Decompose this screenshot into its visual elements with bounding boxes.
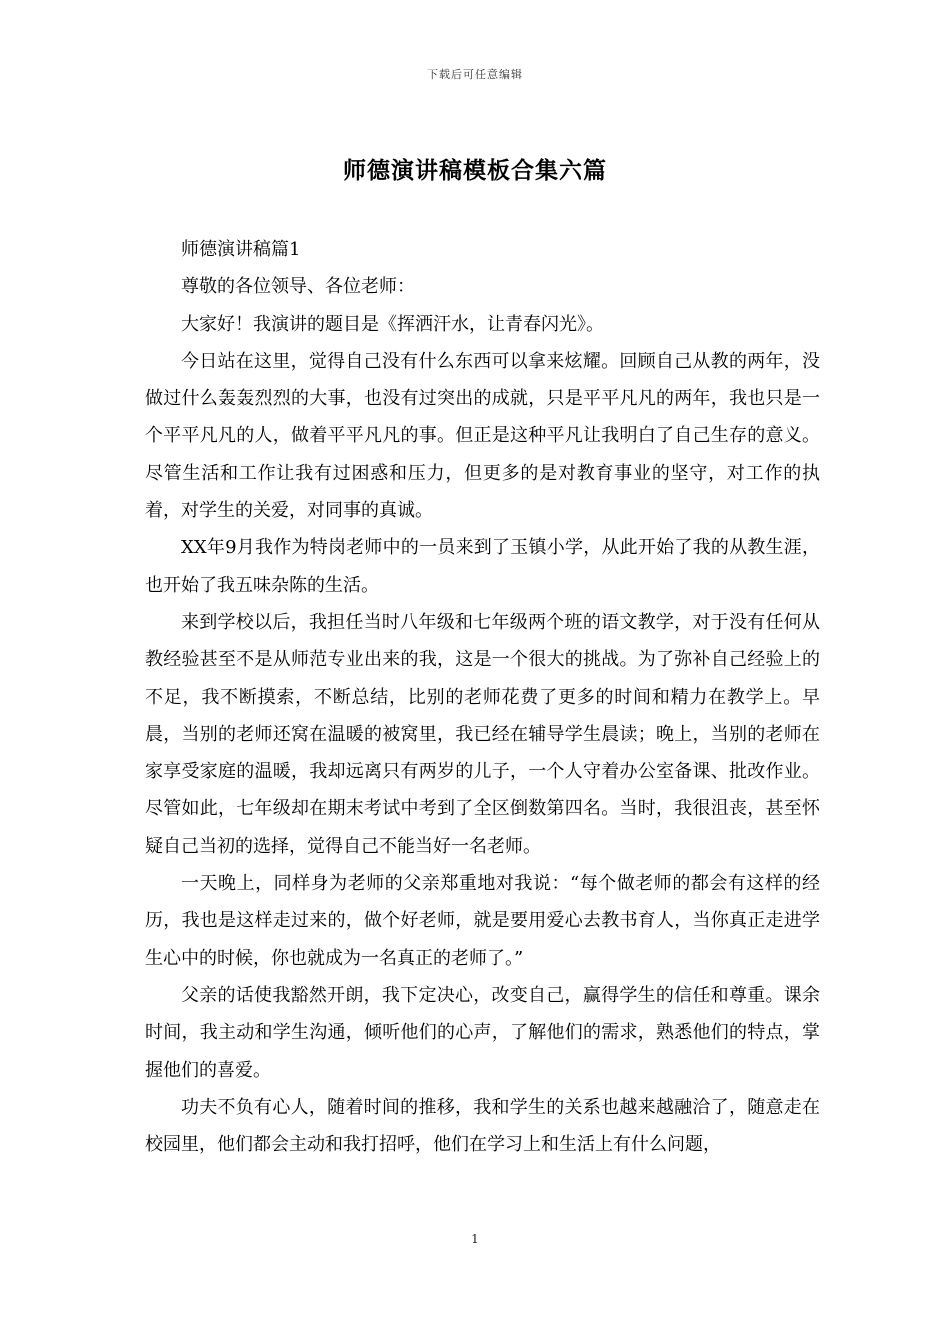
body-paragraph: 今日站在这里，觉得自己没有什么东西可以拿来炫耀。回顾自己从教的两年，没做过什么轰轰烈烈的大事，也没有过突出的成就，只是平平凡凡的两年，我也只是一个平平凡凡的人，做着平平凡凡的事。但正是这种平凡让我明白了自己生存的意义。尽管生活和工作让我有过困惑和压力，但更多的是对教育事业的坚守，对工作的执着，对学生的关爱，对同事的真诚。 <box>145 350 820 522</box>
document-body <box>145 231 820 1163</box>
salutation: 尊敬的各位领导、各位老师： <box>181 276 415 298</box>
page-header: 下载后可任意编辑 <box>427 68 523 81</box>
document-title: 师德演讲稿模板合集六篇 <box>343 157 607 184</box>
body-paragraph: 父亲的话使我豁然开朗，我下定决心，改变自己，赢得学生的信任和尊重。课余时间，我主动和学生沟通，倾听他们的心声，了解他们的需求，熟悉他们的特点，掌握他们的喜爱。 <box>145 984 820 1081</box>
section-heading: 师德演讲稿篇1 <box>181 239 301 260</box>
page-number: 1 <box>471 1232 479 1246</box>
body-paragraph: 来到学校以后，我担任当时八年级和七年级两个班的语文教学，对于没有任何从教经验甚至不是从师范专业出来的我，这是一个很大的挑战。为了弥补自己经验上的不足，我不断摸索，不断总结，比别的老师花费了更多的时间和精力在教学上。早晨，当别的老师还窝在温暖的被窝里，我已经在辅导学生晨读；晚上，当别的老师在家享受家庭的温暖，我却远离只有两岁的儿子，一个人守着办公室备课、批改作业。尽管如此，七年级却在期末考试中考到了全区倒数第四名。当时，我很沮丧，甚至怀疑自己当初的选择，觉得自己不能当好一名老师。 <box>145 611 820 857</box>
greeting-paragraph: 大家好！我演讲的题目是《挥洒汗水，让青春闪光》。 <box>181 313 604 335</box>
body-paragraph: 功夫不负有心人，随着时间的推移，我和学生的关系也越来越融洽了，随意走在校园里，他们都会主动和我打招呼，他们在学习上和生活上有什么问题， <box>145 1096 820 1156</box>
body-paragraph: 一天晚上，同样身为老师的父亲郑重地对我说：“每个做老师的都会有这样的经历，我也是这样走过来的，做个好老师，就是要用爱心去教书育人，当你真正走进学生心中的时候，你也就成为一名真正的老师了。” <box>145 873 820 969</box>
body-paragraph: XX年9月我作为特岗老师中的一员来到了玉镇小学，从此开始了我的从教生涯，也开始了我五味杂陈的生活。 <box>145 537 820 596</box>
